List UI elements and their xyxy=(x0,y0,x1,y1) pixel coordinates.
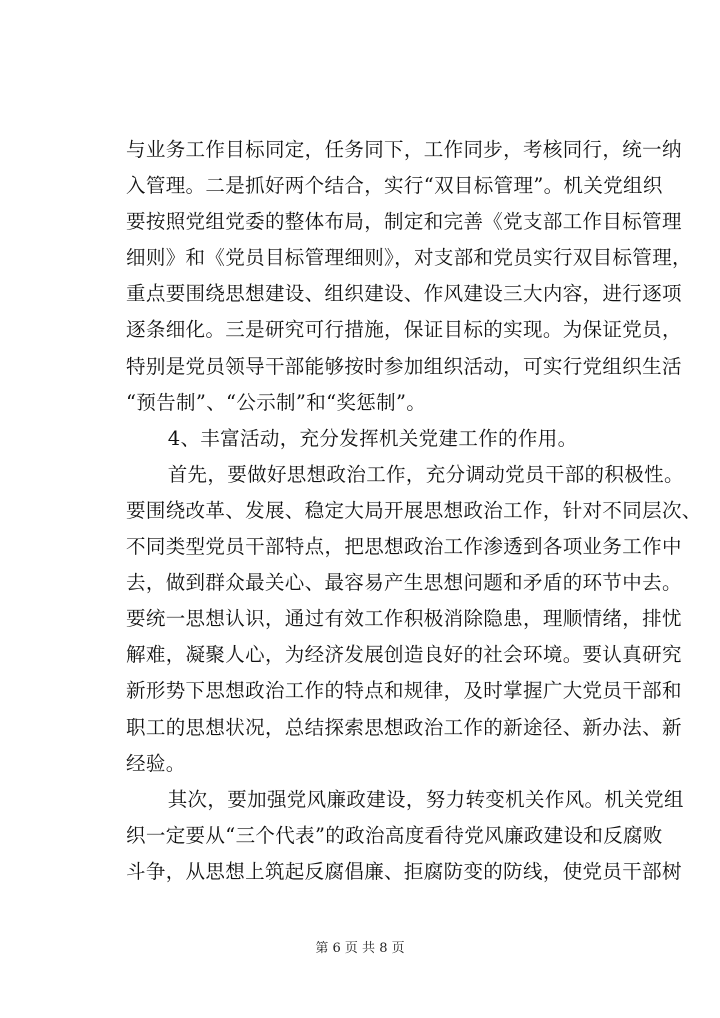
text-line: 重点要围绕思想建设、组织建设、作风建设三大内容，进行逐项 xyxy=(126,282,682,306)
text-line: 要统一思想认识，通过有效工作积极消除隐患，理顺情绪，排忧 xyxy=(126,607,682,631)
paragraph-start: 其次，要加强党风廉政建设，努力转变机关作风。机关党组 xyxy=(128,787,684,811)
section-heading: 4、丰富活动，充分发挥机关党建工作的作用。 xyxy=(128,426,578,450)
text-line: 织一定要从“三个代表”的政治高度看待党风廉政建设和反腐败 xyxy=(126,823,663,847)
text-line: 入管理。二是抓好两个结合，实行“双目标管理”。机关党组织 xyxy=(126,174,663,198)
paragraph-start: 首先，要做好思想政治工作，充分调动党员干部的积极性。 xyxy=(128,462,684,486)
text-line: 斗争，从思想上筑起反腐倡廉、拒腐防变的防线，使党员干部树 xyxy=(126,859,682,883)
text-line: 要围绕改革、发展、稳定大局开展思想政治工作，针对不同层次、 xyxy=(126,498,702,522)
text-line: 与业务工作目标同定，任务同下，工作同步，考核同行，统一纳 xyxy=(126,138,682,161)
text-line: 新形势下思想政治工作的特点和规律，及时掌握广大党员干部和 xyxy=(126,679,682,703)
text-line: “预告制”、“公示制”和“奖惩制”。 xyxy=(126,390,427,414)
text-line: 逐条细化。三是研究可行措施，保证目标的实现。为保证党员， xyxy=(126,318,682,342)
document-body xyxy=(126,132,702,890)
text-line: 细则》和《党员目标管理细则》，对支部和党员实行双目标管理， xyxy=(126,246,692,270)
page-number-footer: 第 6 页 共 8 页 xyxy=(315,941,405,956)
text-line: 要按照党组党委的整体布局，制定和完善《党支部工作目标管理 xyxy=(126,210,682,234)
text-line: 去，做到群众最关心、最容易产生思想问题和矛盾的环节中去。 xyxy=(126,571,682,595)
text-line: 不同类型党员干部特点，把思想政治工作渗透到各项业务工作中 xyxy=(126,535,682,559)
text-line: 特别是党员领导干部能够按时参加组织活动，可实行党组织生活 xyxy=(126,354,682,378)
text-line: 经验。 xyxy=(126,751,186,775)
text-line: 解难，凝聚人心，为经济发展创造良好的社会环境。要认真研究 xyxy=(126,643,682,667)
text-line: 职工的思想状况，总结探索思想政治工作的新途径、新办法、新 xyxy=(126,715,682,739)
